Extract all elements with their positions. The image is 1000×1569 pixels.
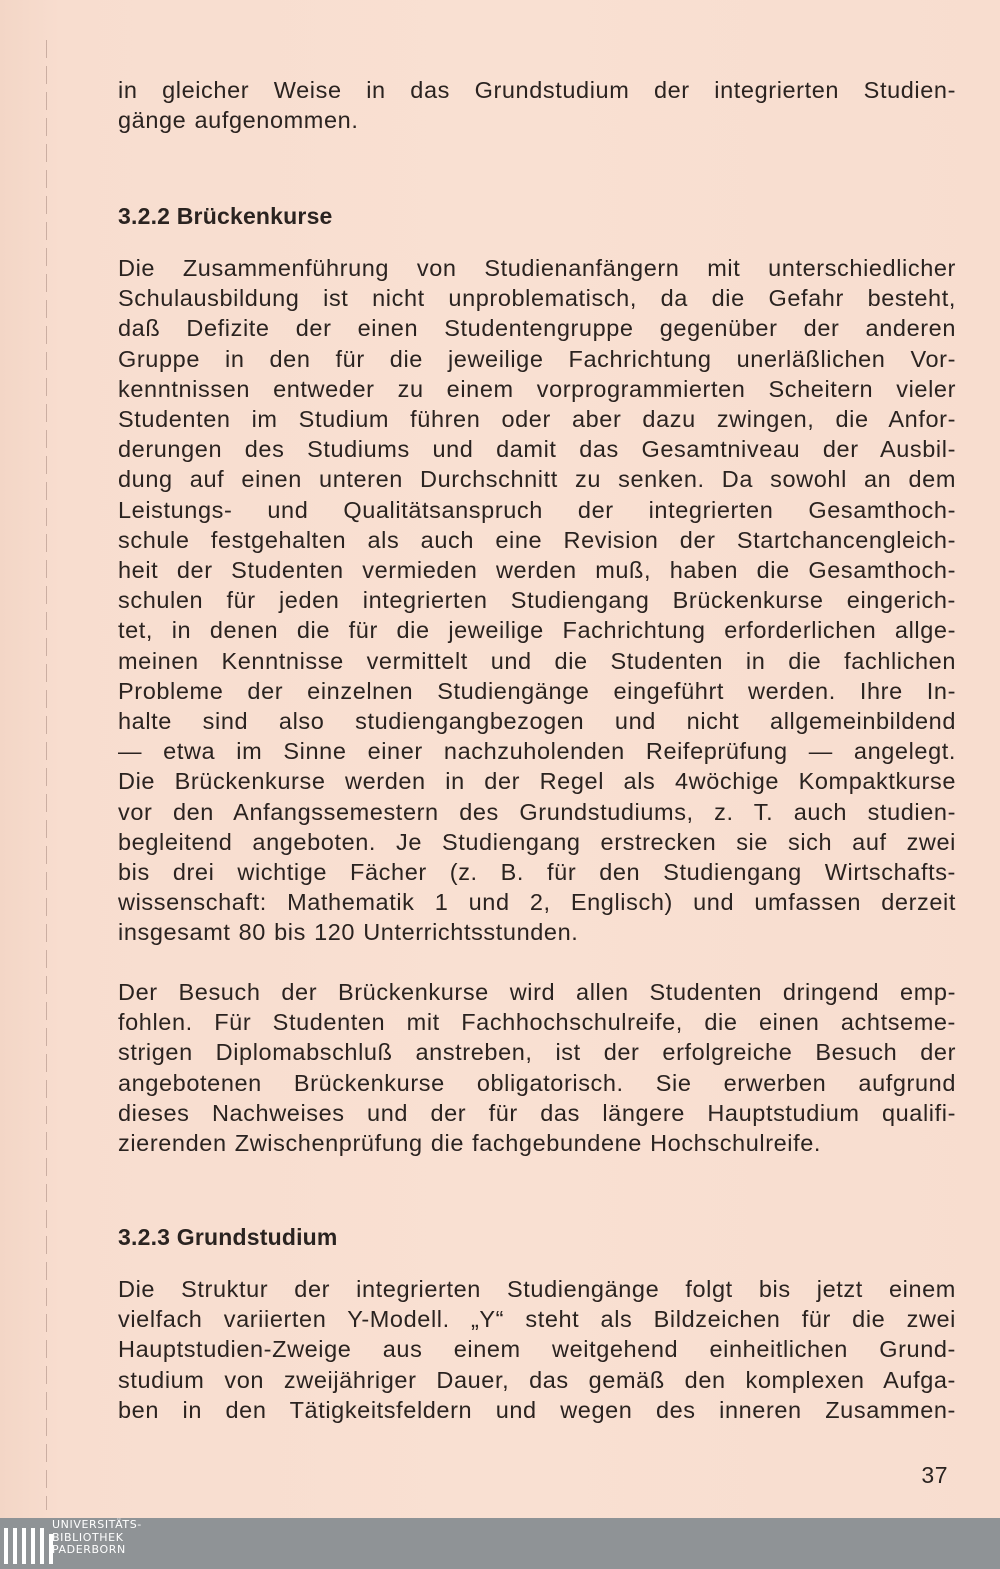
text-line: Studenten im Studium führen oder aber dazu zwingen, die Anfor- <box>118 406 956 433</box>
section-323-paragraph-1 <box>118 1274 956 1425</box>
page-number: 37 <box>921 1462 948 1488</box>
text-line: daß Defizite der einen Studentengruppe gegenüber der anderen <box>118 315 956 342</box>
text-line: schulen für jeden integrierten Studiengang Brückenkurse eingerich- <box>118 587 956 614</box>
text-line: Leistungs- und Qualitätsanspruch der integrierten Gesamthoch- <box>118 496 956 523</box>
section-heading-322: 3.2.2 Brückenkurse <box>118 203 333 229</box>
text-line: Hauptstudien-Zweige aus einem weitgehend einheitlichen Grund- <box>118 1336 956 1363</box>
text-line: zierenden Zwischenprüfung die fachgebundene Hochschulreife. <box>118 1130 822 1157</box>
text-line: wissenschaft: Mathematik 1 und 2, Englisch) und umfassen derzeit <box>118 889 956 916</box>
binding-gutter-line <box>46 40 47 1510</box>
section-322-paragraph-2 <box>118 977 956 1158</box>
text-line: Die Struktur der integrierten Studiengänge folgt bis jetzt einem <box>118 1276 956 1302</box>
text-line: dieses Nachweises und der für das längere Hauptstudium qualifi- <box>118 1099 956 1126</box>
library-name-line: UNIVERSITÄTS- <box>52 1518 142 1531</box>
text-line: vielfach variierten Y-Modell. „Y“ steht als Bildzeichen für die zwei <box>118 1306 956 1333</box>
text-line: Der Besuch der Brückenkurse wird allen Studenten dringend emp- <box>118 979 956 1005</box>
text-line: strigen Diplomabschluß anstreben, ist der erfolgreiche Besuch der <box>118 1039 956 1066</box>
text-line: tet, in denen die für die jeweilige Fachrichtung erforderlichen allge- <box>118 617 956 644</box>
text-line: ben in den Tätigkeitsfeldern und wegen des inneren Zusammen- <box>118 1396 956 1423</box>
text-line: Schulausbildung ist nicht unproblematisch, da die Gefahr besteht, <box>118 285 956 312</box>
text-line: in gleicher Weise in das Grundstudium der integrierten Studien- <box>118 77 956 103</box>
section-322-paragraph-1 <box>118 253 956 948</box>
section-heading-323: 3.2.3 Grundstudium <box>118 1224 338 1250</box>
text-line: vor den Anfangssemestern des Grundstudiums, z. T. auch studien- <box>118 798 956 825</box>
text-line: begleitend angeboten. Je Studiengang erstrecken sie sich auf zwei <box>118 828 956 855</box>
text-line: bis drei wichtige Fächer (z. B. für den Studiengang Wirtschafts- <box>118 859 956 886</box>
text-line: dung auf einen unteren Durchschnitt zu senken. Da sowohl an dem <box>118 466 956 493</box>
top-paragraph <box>118 75 956 135</box>
library-name <box>52 1519 142 1557</box>
text-line: studium von zweijähriger Dauer, das gemäß den komplexen Aufga- <box>118 1366 956 1393</box>
text-line: gänge aufgenommen. <box>118 107 359 134</box>
text-line: — etwa im Sinne einer nachzuholenden Reifeprüfung — angelegt. <box>118 738 956 765</box>
text-line: angebotenen Brückenkurse obligatorisch. Sie erwerben aufgrund <box>118 1069 956 1096</box>
text-line: halte sind also studiengangbezogen und nicht allgemeinbildend <box>118 708 956 735</box>
library-footer-bar <box>0 1518 1000 1569</box>
text-line: fohlen. Für Studenten mit Fachhochschulreife, die einen achtseme- <box>118 1009 956 1036</box>
text-line: kenntnissen entweder zu einem vorprogrammierten Scheitern vieler <box>118 375 956 402</box>
text-line: derungen des Studiums und damit das Gesamtniveau der Ausbil- <box>118 436 956 463</box>
library-name-line: BIBLIOTHEK <box>52 1530 124 1544</box>
text-line: Die Brückenkurse werden in der Regel als 4wöchige Kompaktkurse <box>118 768 956 795</box>
text-line: Probleme der einzelnen Studiengänge eingeführt werden. Ihre In- <box>118 677 956 704</box>
text-line: schule festgehalten als auch eine Revision der Startchancengleich- <box>118 526 956 553</box>
library-name-line: PADERBORN <box>52 1543 126 1556</box>
text-line: meinen Kenntnisse vermittelt und die Studenten in die fachlichen <box>118 647 956 674</box>
text-line: heit der Studenten vermieden werden muß, haben die Gesamthoch- <box>118 557 956 584</box>
text-line: Die Zusammenführung von Studienanfängern mit unterschiedlicher <box>118 255 956 281</box>
text-line: insgesamt 80 bis 120 Unterrichtsstunden. <box>118 919 579 946</box>
library-logo-icon <box>4 1526 53 1564</box>
text-line: Gruppe in den für die jeweilige Fachrichtung unerläßlichen Vor- <box>118 345 956 372</box>
